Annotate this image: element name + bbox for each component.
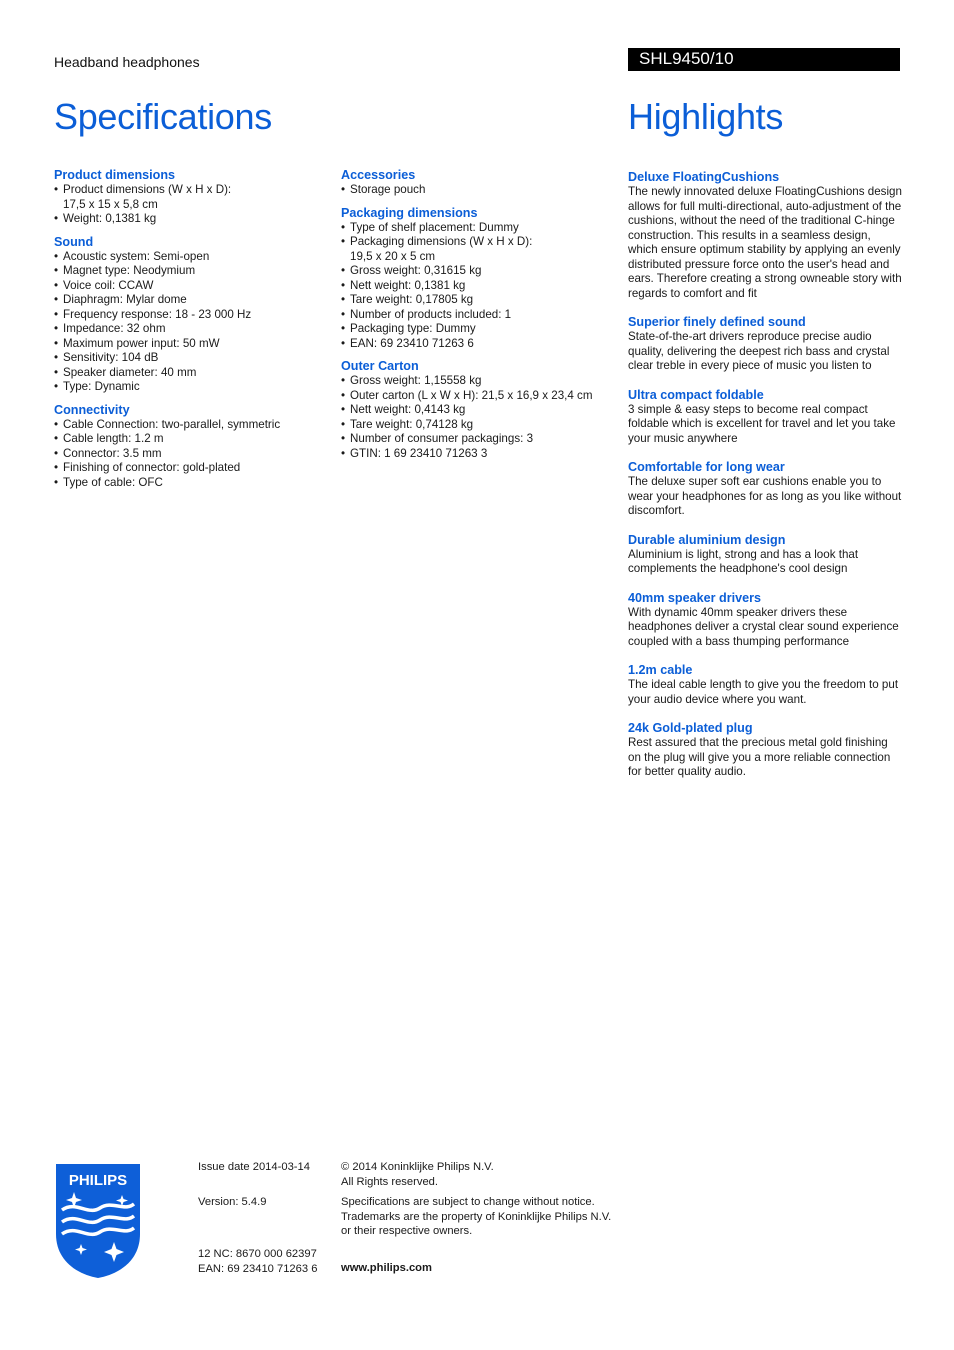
spec-item: • Nett weight: 0,1381 kg [341, 279, 616, 294]
spec-section-sound [54, 235, 319, 395]
spec-item: • Tare weight: 0,74128 kg [341, 418, 616, 433]
spec-item: • Frequency response: 18 - 23 000 Hz [54, 308, 319, 323]
highlights-column [628, 170, 903, 794]
highlight-item [628, 533, 903, 577]
rights-line: All Rights reserved. [341, 1175, 438, 1188]
spec-item: • Weight: 0,1381 kg [54, 212, 319, 227]
spec-item: • Nett weight: 0,4143 kg [341, 403, 616, 418]
spec-section-accessories [341, 168, 616, 198]
section-heading: Outer Carton [341, 359, 419, 373]
highlight-heading: 40mm speaker drivers [628, 590, 762, 605]
spec-item-text: Packaging dimensions (W x H x D): [350, 235, 533, 248]
specs-column-2 [341, 168, 616, 469]
highlight-heading: Durable aluminium design [628, 532, 786, 547]
highlights-title: Highlights [628, 96, 784, 137]
spec-item: • Number of consumer packagings: 3 [341, 432, 616, 447]
highlight-item [628, 663, 903, 707]
spec-notice-line: Specifications are subject to change without notice. [341, 1196, 595, 1208]
spec-item: • Cable length: 1.2 m [54, 432, 319, 447]
spec-item: • Number of products included: 1 [341, 308, 616, 323]
philips-shield-logo [54, 1162, 142, 1280]
spec-section-product-dimensions [54, 168, 319, 227]
spec-item: • Maximum power input: 50 mW [54, 337, 319, 352]
spec-notice [341, 1195, 621, 1239]
section-heading: Sound [54, 234, 94, 249]
product-category: Headband headphones [54, 54, 200, 70]
ean-code: EAN: 69 23410 71263 6 [198, 1262, 318, 1275]
highlight-item [628, 591, 903, 650]
specifications-title: Specifications [54, 96, 272, 137]
spec-item-cont: 17,5 x 15 x 5,8 cm [63, 197, 158, 211]
spec-item: • Storage pouch [341, 183, 616, 198]
spec-section-connectivity [54, 403, 319, 491]
spec-item: • Speaker diameter: 40 mm [54, 366, 319, 381]
spec-item: • Cable Connection: two-parallel, symmetric [54, 418, 319, 433]
spec-item: • Connector: 3.5 mm [54, 447, 319, 462]
website-link[interactable]: www.philips.com [341, 1262, 432, 1274]
spec-item: • EAN: 69 23410 71263 6 [341, 337, 616, 352]
highlight-text: Aluminium is light, strong and has a look that complements the headphone's cool design [628, 547, 859, 575]
spec-section-outer-carton [341, 359, 616, 461]
highlight-heading: Superior finely defined sound [628, 315, 806, 329]
highlight-text: With dynamic 40mm speaker drivers these headphones deliver a crystal clear sound experience coupled with a bass thumping performance [628, 605, 899, 648]
highlight-item [628, 460, 903, 519]
model-number: SHL9450/10 [639, 49, 734, 68]
highlight-item [628, 388, 903, 447]
spec-item: • Voice coil: CCAW [54, 279, 319, 294]
spec-item-cont: 19,5 x 20 x 5 cm [350, 249, 436, 263]
spec-item: • Outer carton (L x W x H): 21,5 x 16,9 x 23,4 cm [341, 389, 616, 404]
highlight-item [628, 315, 903, 374]
highlight-heading: 1.2m cable [628, 663, 693, 677]
spec-item: • Magnet type: Neodymium [54, 264, 319, 279]
specs-column-1 [54, 168, 319, 498]
issue-date: Issue date 2014-03-14 [198, 1161, 310, 1173]
spec-section-packaging-dimensions [341, 206, 616, 352]
spec-item [54, 183, 319, 212]
highlight-item [628, 170, 903, 301]
highlight-item [628, 721, 903, 780]
spec-notice-line: Trademarks are the property of Koninklijke Philips N.V. [341, 1210, 612, 1223]
twelve-nc: 12 NC: 8670 000 62397 [198, 1248, 317, 1260]
highlight-text: The newly innovated deluxe FloatingCushions design allows for full multi-directional, auto-adjustment of the cushions, without the need of the traditional C-hinge construction. This results in a seamless design, which ensure optimum stability by applying an evenly distributed pressure force onto the user's head and ears. Therefore creating a strong owneable story with regards to comfort and fit [628, 185, 902, 300]
spec-item: • Type of shelf placement: Dummy [341, 221, 616, 236]
highlight-heading: Comfortable for long wear [628, 460, 785, 474]
spec-item: • Gross weight: 0,31615 kg [341, 264, 616, 279]
highlight-text: 3 simple & easy steps to become real compact foldable which is excellent for travel and let you take your music anywhere [628, 402, 896, 445]
spec-item: • Type of cable: OFC [54, 476, 319, 491]
highlight-heading: Ultra compact foldable [628, 387, 764, 402]
spec-item: • Packaging type: Dummy [341, 322, 616, 337]
highlight-text: Rest assured that the precious metal gold finishing on the plug will give you a more reliable connection for better quality audio. [628, 736, 891, 778]
spec-item-text: Product dimensions (W x H x D): [63, 183, 232, 196]
spec-item: • Finishing of connector: gold-plated [54, 461, 319, 476]
spec-item: • Acoustic system: Semi-open [54, 250, 319, 265]
section-heading: Packaging dimensions [341, 205, 478, 220]
model-number-bar [628, 48, 900, 71]
product-codes [198, 1247, 317, 1276]
spec-item: • Impedance: 32 ohm [54, 322, 319, 337]
highlight-text: The ideal cable length to give you the freedom to put your audio device where you want. [628, 678, 899, 706]
version: Version: 5.4.9 [198, 1196, 267, 1208]
spec-item: • Tare weight: 0,17805 kg [341, 293, 616, 308]
highlight-text: State-of-the-art drivers reproduce precise audio quality, delivering the deepest rich bass and crystal clear treble in every piece of music you listen to [628, 330, 890, 372]
highlight-heading: 24k Gold-plated plug [628, 721, 753, 735]
copyright-line: © 2014 Koninklijke Philips N.V. [341, 1161, 494, 1173]
svg-text:PHILIPS: PHILIPS [68, 1172, 128, 1189]
section-heading: Accessories [341, 168, 416, 182]
spec-item: • Type: Dynamic [54, 380, 319, 395]
section-heading: Product dimensions [54, 168, 176, 182]
highlight-text: The deluxe super soft ear cushions enable you to wear your headphones for as long as you like without discomfort. [628, 475, 902, 517]
section-heading: Connectivity [54, 402, 130, 417]
copyright [341, 1160, 494, 1189]
spec-item: • Gross weight: 1,15558 kg [341, 374, 616, 389]
spec-item [341, 235, 616, 264]
spec-item: • Diaphragm: Mylar dome [54, 293, 319, 308]
spec-notice-line: or their respective owners. [341, 1225, 473, 1237]
spec-item: • GTIN: 1 69 23410 71263 3 [341, 447, 616, 462]
highlight-heading: Deluxe FloatingCushions [628, 170, 780, 184]
spec-item: • Sensitivity: 104 dB [54, 351, 319, 366]
